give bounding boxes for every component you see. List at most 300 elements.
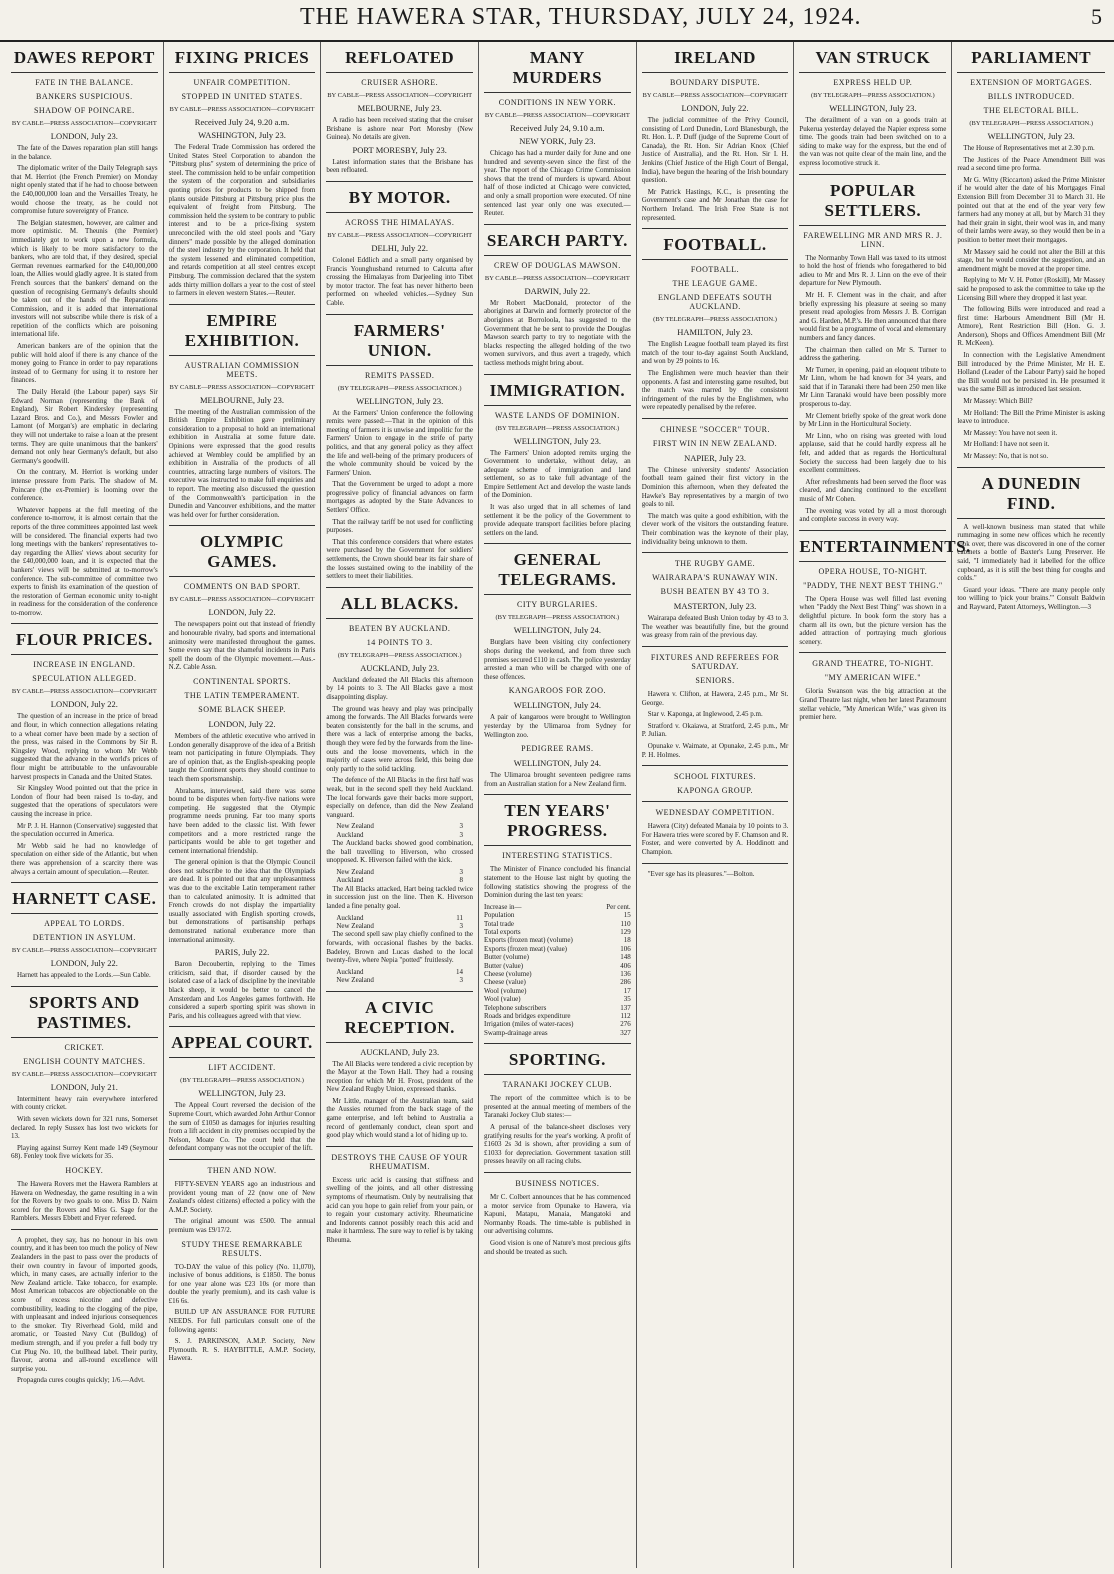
score-team: New Zealand	[336, 867, 374, 876]
article-subheading: GRAND THEATRE, TO-NIGHT.	[812, 659, 934, 669]
article-subheading: FATE IN THE BALANCE.	[35, 78, 134, 87]
table-row	[484, 1020, 631, 1028]
article-paragraph: Stratford v. Okaiawa, at Stratford, 2.45 p.m., Mr P. Julian.	[641, 721, 789, 739]
article-headline: FOOTBALL.	[642, 235, 789, 260]
article-subheading: WAIRARAPA'S RUNAWAY WIN.	[652, 573, 778, 583]
article-paragraph: Sir Kingsley Wood pointed out that the price in London of flour had been raised 1s to-day, and suggested that the operations of speculators were causing the increase in price.	[11, 784, 158, 818]
article-dateline: WELLINGTON, July 23.	[829, 103, 917, 113]
table-row	[484, 928, 631, 936]
article-paragraph: At the Farmers' Union conference the following remits were passed:—That in the opinion of this meeting of farmers it is unwise and impolitic for the Farmers' Union to engage in the strife of party politics, and that any general policy as they affect the life and well-being of the primary producers of the whole community should be voiced by the Farmers' Union.	[326, 408, 474, 477]
article-byline: BY CABLE—PRESS ASSOCIATION—COPYRIGHT	[327, 92, 473, 99]
article-subheading: FIXTURES AND REFEREES FOR SATURDAY.	[650, 653, 780, 671]
score-team: New Zealand	[336, 921, 374, 930]
table-cell-value: 112	[620, 1012, 631, 1021]
table-cell-value: 137	[620, 1003, 631, 1012]
article-headline: REFLOATED	[326, 48, 473, 73]
article-paragraph: Mr Massey: You have not seen it.	[963, 428, 1058, 437]
article-headline: FARMERS' UNION.	[326, 321, 473, 366]
article-subheading: "PADDY, THE NEXT BEST THING."	[803, 580, 943, 590]
article-paragraph: The question of an increase in the price of bread and flour, in which connection allegations relating to a wheat corner have been made by a section of the press, was raised in the Commons by Sir R. Kingsley Wood, replying to whom Mr Webb suggested that the advance in the world's prices of flour might be attributable to the unfavourable harvest prospects in Canada and the United States.	[11, 712, 158, 781]
article-paragraph: Mr Clement briefly spoke of the great work done by Mr Linn in the Horticultural Society.	[799, 411, 947, 429]
article-paragraph: The Appeal Court reversed the decision of the Supreme Court, which awarded John Arthur Connor the sum of £1050 as damages for injuries resulting from a lift accident in city premises occupied by the Nelson, Moate Co. The court held that the defendant company was not the occupier of the lift.	[168, 1101, 316, 1153]
column-rule	[11, 882, 158, 883]
article-subheading: FAREWELLING MR AND MRS R. J. LINN.	[803, 230, 943, 249]
article-paragraph: Mr G. Witty (Riccarton) asked the Prime Minister if he would alter the date of his Mortgages Final Extension Bill from December 31 to March 31. He pointed out that at the end of the year very few farmers had any money at all, but by March 31 they had their grain in sight, their wool was in, and many of their lambs were away, so they would then be in a position to better meet their mortgages.	[957, 175, 1106, 244]
article-subheading: TARANAKI JOCKEY CLUB.	[502, 1080, 613, 1090]
article-paragraph: Hawera (City) defeated Manaia by 10 points to 3. For Hawera tries were scored by F. Chamson and R. Foster, and were converted by A. Hoddinott and Champion.	[641, 822, 789, 856]
statistics-table	[484, 903, 631, 1038]
article-dateline: LONDON, July 22.	[681, 103, 749, 113]
article-paragraph: The report of the committee which is to be presented at the annual meeting of members of the Taranaki Jockey Club states:—	[484, 1094, 631, 1120]
article-paragraph: A perusal of the balance-sheet discloses very gratifying results for the year's working. A profit of £1603 2s 3d is shown, after providing a sum of £1033 for depreciation. Government taxation still presses heavily on all racing clubs.	[484, 1123, 631, 1166]
column-rule	[169, 1026, 316, 1027]
article-subheading: UNFAIR COMPETITION.	[193, 78, 291, 87]
article-subheading: 14 POINTS TO 3.	[366, 637, 433, 647]
article-subheading: BILLS INTRODUCED.	[987, 92, 1075, 101]
table-cell-item: Wool (value)	[484, 995, 521, 1004]
table-cell-value: 110	[620, 919, 631, 928]
article-dateline: WELLINGTON, July 24.	[513, 625, 601, 636]
column-rule	[326, 1146, 473, 1147]
article-paragraph: Latest information states that the Brisbane has been refloated.	[326, 157, 474, 175]
column-rule	[642, 646, 789, 647]
article-paragraph: Gloria Swanson was the big attraction at the Grand Theatre last night, when her latest Paramount stellar vehicle, "My American Wife," was given its premier here.	[799, 687, 947, 722]
article-paragraph: The Federal Trade Commission has ordered the United States Steel Corporation to abandon the "Pittsburg plus" system of determining the price of steel. The commission held to be unfair competition the system of the corporation and subsidiaries quoting prices for products to be shipped from plants outside Pittsburg at Pittsburg price plus the equivalent of freight from Pittsburg. The commission held the system to be contrary to public interest and to be a price-fixing system unreconciled with the old steel pools and "Gary dinners" made possible by the alleged domination of the steel industry by the corporation. It held that the system lessened and eliminated competition, and retards competition at all steel centres except Pittsburg. The commission declared that the system adds thirty million dollars a year to the cost of steel to farmers in eleven western States.—Reuter.	[168, 143, 316, 298]
article-subheading: BUSH BEATEN BY 43 TO 3.	[660, 587, 770, 597]
article-dateline: DELHI, July 22.	[371, 242, 429, 253]
article-subheading: STUDY THESE REMARKABLE RESULTS.	[181, 1239, 303, 1258]
newspaper-columns	[6, 42, 1110, 1568]
article-headline: EMPIRE EXHIBITION.	[169, 311, 316, 356]
article-dateline: MELBOURNE, July 23.	[199, 394, 285, 405]
article-dateline: LONDON, July 22.	[208, 718, 276, 729]
article-paragraph: A radio has been received stating that the cruiser Brisbane is ashore near Port Moresby (New Guinea). No details are given.	[326, 116, 474, 142]
score-points: 3	[459, 867, 464, 876]
article-subheading: SHADOW OF POINCARE.	[33, 106, 135, 115]
column-rule	[11, 986, 158, 987]
article-subheading: WASTE LANDS OF DOMINION.	[494, 410, 620, 420]
article-subheading: SCHOOL FIXTURES.	[674, 772, 756, 782]
column-rule	[11, 623, 158, 624]
column-rule	[642, 863, 789, 864]
article-subheading: "MY AMERICAN WIFE."	[824, 673, 921, 683]
article-paragraph: Members of the athletic executive who arrived in London generally disapprove of the idea of a British team not participating in future Olympiads. They are of opinion that, as the English-speaking people taught the Continent sports they should continue to teach them sportsmanship.	[168, 731, 316, 783]
table-cell-value: 286	[620, 978, 631, 987]
table-row	[484, 1004, 631, 1012]
article-paragraph: Guard your ideas. "There are many people only too willing to 'pick your brains.'" Consult Baldwin and Rayward, Patent Attorneys, Wellington.—3	[957, 585, 1106, 611]
article-subheading: THE RUGBY GAME.	[674, 559, 756, 569]
article-paragraph: Mr C. Colbert announces that he has commenced a motor service from Opunake to Hawera, via Kapuni, Matapu, Manaia, Mangatoki and Normanby Roads. The time-table is published in our advertising columns.	[484, 1193, 631, 1236]
table-row	[484, 953, 631, 961]
article-headline: DAWES REPORT	[11, 48, 158, 73]
column-rule	[484, 1043, 631, 1044]
article-headline: GENERAL TELEGRAMS.	[484, 550, 631, 595]
article-dateline: AUCKLAND, July 23.	[360, 662, 440, 673]
article-subheading: CONDITIONS IN NEW YORK.	[498, 98, 616, 107]
table-cell-item: Telephone subscribers	[484, 1003, 547, 1012]
column-rule	[642, 418, 789, 419]
article-paragraph: In connection with the Legislative Amendment Bill introduced by the Prime Minister, Mr H. E. Holland (Leader of the Labour Party) said he hoped the Bill would not be persisted in. He presumed it was the same Bill as introduced last session.	[957, 351, 1106, 394]
article-paragraph: Intermittent heavy rain everywhere interfered with county cricket.	[11, 1094, 158, 1112]
article-subheading: CREW OF DOUGLAS MAWSON.	[493, 260, 621, 270]
article-headline: ENTERTAINMENTS.	[799, 537, 946, 562]
article-paragraph: The Auckland backs showed good combination, the ball travelling to Hiverson, who crossed unopposed. K. Hiverson failed with the kick.	[326, 839, 474, 865]
score-line	[326, 822, 473, 830]
column-rule	[484, 794, 631, 795]
article-dateline: WELLINGTON, July 24.	[513, 758, 601, 769]
article-dateline: NAPIER, July 23.	[684, 452, 746, 463]
article-paragraph: Mr Turner, in opening, paid an eloquent tribute to Mr Linn, whom he had known for 34 years, and said that if in Taranaki there had been 250 men like Mr Linn Taranaki would have been possibly more prosperous to-day.	[799, 365, 947, 409]
article-paragraph: The ground was heavy and play was principally among the forwards. The All Blacks forwards were beaten consistently for the ball in the scrums, and there was a lack of enterprise among the backs, though they were fed by the forwards from the line-outs and the loose movements, which in the majority of cases were across field, this being due only partly to the solid tackling.	[326, 704, 474, 773]
article-byline: (BY TELEGRAPH—PRESS ASSOCIATION.)	[653, 316, 777, 324]
table-cell-value: 129	[620, 927, 631, 936]
article-paragraph: The defence of the All Blacks in the first half was weak, but in the second spell they held Auckland. The local forwards gave their backs more support, especially on defence, than did the New Zealand vanguard.	[326, 776, 474, 819]
article-dateline: WELLINGTON, July 23.	[987, 131, 1075, 141]
article-dateline: LONDON, July 22.	[208, 607, 276, 618]
table-row	[484, 936, 631, 944]
column-4	[479, 42, 637, 1568]
article-headline: TEN YEARS' PROGRESS.	[484, 801, 631, 846]
article-dateline: WELLINGTON, July 23.	[356, 395, 444, 406]
article-dateline: WELLINGTON, July 23.	[198, 1088, 286, 1099]
column-3	[321, 42, 479, 1568]
article-subheading: THEN AND NOW.	[207, 1165, 277, 1175]
article-paragraph: The Ulimaroa brought seventeen pedigree rams from an Australian station for a New Zealand firm.	[484, 771, 631, 788]
article-headline: VAN STRUCK	[799, 48, 946, 73]
article-paragraph: On the contrary, M. Herriot is working under intense pressure from Paris. The shadow of M. Poincare (the ex-Premier) is looming over the conference.	[11, 468, 158, 503]
article-byline: (BY TELEGRAPH—PRESS ASSOCIATION.)	[495, 614, 620, 622]
article-paragraph: Mr Massey: No, that is not so.	[963, 452, 1049, 460]
article-paragraph: Mr Little, manager of the Australian team, said the Aussies returned from the back stage of the game enterprise, and left behind to Australia a record of gentlemanly conduct, clean sport and good play which would stand a lot of hiding up to.	[326, 1096, 474, 1140]
article-byline: BY CABLE—PRESS ASSOCIATION—COPYRIGHT	[484, 112, 630, 119]
article-paragraph: A well-known business man stated that while rummaging in some new offices which he recently took over, there was discovered in one of the corner cabinets a bottle of Baxter's Lung Preserver. He said, "I immediately had it labelled for the office cupboard, as it is still the best thing for coughs and colds."	[957, 522, 1106, 583]
article-paragraph: Burglars have been visiting city confectionery shops during the weekend, and from three such premises secured £110 in cash. The police yesterday arrested a man who will be charged with one of these offences.	[484, 638, 631, 681]
article-subheading: CITY BURGLARIES.	[517, 600, 598, 610]
table-row	[484, 995, 631, 1003]
article-paragraph: The fate of the Dawes reparation plan still hangs in the balance.	[11, 144, 158, 161]
article-paragraph: Mr P. J. H. Hannon (Conservative) suggested that the speculation occurred in America.	[11, 821, 158, 839]
column-rule	[326, 991, 473, 992]
article-paragraph: Auckland defeated the All Blacks this afternoon by 14 points to 3. The All Blacks gave a most disappointing display.	[326, 675, 474, 701]
article-paragraph: The judicial committee of the Privy Council, consisting of Lord Dunedin, Lord Blanesburgh, the Rt. Hon. L. P. Duff (judge of the Supreme Court of Canada), the Rt. Hon. Sir Adrian Knox (Chief Justice of Australia), and the Rt. Hon. Sir I. H. Jenkins (Chief Justice of the High Court of Bengal, India), have begun the hearing of the Irish boundary question.	[641, 116, 789, 185]
article-subheading: CRUISER ASHORE.	[361, 78, 439, 87]
table-cell-value: 327	[620, 1028, 631, 1037]
article-paragraph: Baron Decoubertin, replying to the Times criticism, said that, if disorder caused by the isolated case of a lack of discipline by the inevitable black sheep, it would be better to cancel the Amsterdam and Los Angeles games forthwith. He considered a superb sporting spirit was shown in Paris, and his colleagues agreed with that view.	[168, 960, 316, 1020]
table-header-row	[484, 903, 631, 911]
column-rule	[799, 652, 946, 653]
score-points: 3	[459, 976, 464, 985]
article-dateline: WELLINGTON, July 23.	[513, 435, 601, 446]
article-subheading: INCREASE IN ENGLAND.	[33, 660, 136, 670]
score-line	[326, 922, 473, 930]
article-paragraph: FIFTY-SEVEN YEARS ago an industrious and provident young man of 22 (now one of New Zealand's oldest citizens) effected a policy with the A.M.P. Society.	[168, 1179, 316, 1214]
table-row	[484, 970, 631, 978]
article-paragraph: The Opera House was well filled last evening when "Paddy the Next Best Thing" was shown in a delightful picture. In book form the story has a charm all its own, but the picture version has the added attraction of portraying much glorious scenery.	[799, 594, 947, 646]
article-subheading: DESTROYS THE CAUSE OF YOUR RHEUMATISM.	[331, 1152, 468, 1171]
article-paragraph: Excess uric acid is causing that stiffness and swelling of the joints, and all other distressing symptoms of rheumatism. Only by neutralising that acid can you hope to gain relief from your pain, or to regain your customary activity. Rheumaticine and Indorents cannot possibly reach this acid and make it harmless. The sure way to relief is by taking Rheuma.	[326, 1175, 474, 1244]
table-cell-item: Butter (value)	[484, 961, 524, 970]
article-paragraph: The Minister of Finance concluded his financial statement to the House last night by quoting the following statistics showing the progress of the Dominion during the last ten years:	[484, 865, 631, 900]
article-dateline: Received July 24, 9.10 a.m.	[510, 123, 605, 133]
article-subheading: INTERESTING STATISTICS.	[502, 851, 613, 861]
article-subheading: ACROSS THE HIMALAYAS.	[344, 217, 455, 227]
table-cell-item: Cheese (value)	[484, 978, 526, 987]
table-row	[484, 978, 631, 986]
table-row	[484, 920, 631, 928]
article-subheading: OPERA HOUSE, TO-NIGHT.	[818, 566, 928, 576]
article-byline: (BY TELEGRAPH—PRESS ASSOCIATION.)	[337, 651, 462, 659]
table-cell-value: 406	[620, 961, 631, 970]
score-team: Auckland	[336, 913, 364, 922]
article-subheading: WEDNESDAY COMPETITION.	[655, 808, 775, 818]
article-subheading: SPECULATION ALLEGED.	[32, 674, 137, 684]
article-headline: OLYMPIC GAMES.	[169, 532, 316, 577]
article-subheading: KANGAROOS FOR ZOO.	[508, 686, 606, 696]
column-rule	[642, 228, 789, 229]
article-paragraph: The chairman then called on Mr S. Turner to address the gathering.	[799, 345, 947, 363]
article-dateline: Received July 24, 9.20 a.m.	[194, 117, 290, 127]
article-paragraph: The Englishmen were much heavier than their opponents. A fast and interesting game resulted, but the match was marred by the consistent infringement of the rules by the Englishmen, who were repeatedly penalised by the referee.	[641, 368, 789, 412]
article-paragraph: The second spell saw play chiefly confined to the forwards, with occasional flashes by the backs. Badeley, Brown and Lucas dashed to the local twenty-five, where Nepia "potted" fruitlessly.	[326, 930, 474, 965]
article-subheading: DETENTION IN ASYLUM.	[32, 933, 136, 943]
article-subheading: THE LATIN TEMPERAMENT.	[184, 690, 300, 700]
article-subheading: THE LEAGUE GAME.	[672, 279, 758, 289]
article-paragraph: The English League football team played its first match of the tour to-day against South Auckland, and won by 29 points to 16.	[641, 340, 789, 366]
column-rule	[642, 765, 789, 766]
newspaper-title: THE HAWERA STAR, THURSDAY, JULY 24, 1924.	[300, 4, 862, 30]
article-paragraph: The All Blacks attacked, Hart being tackled twice in succession just on the line. Then K. Hiverson landed a fine penalty goal.	[326, 884, 474, 910]
article-paragraph: Star v. Kaponga, at Inglewood, 2.45 p.m.	[647, 710, 763, 719]
article-headline: IRELAND	[642, 48, 789, 73]
article-paragraph: That the railway tariff be not used for conflicting purposes.	[326, 517, 474, 535]
article-paragraph: S. J. PARKINSON, A.M.P. Society, New Plymouth. R. S. HAYBITTLE, A.M.P. Society, Hawera.	[168, 1337, 316, 1363]
article-headline: HARNETT CASE.	[11, 889, 158, 914]
article-headline: BY MOTOR.	[326, 188, 473, 213]
table-row	[484, 911, 631, 919]
article-paragraph: The meeting of the Australian commission of the British Empire Exhibition gave preliminary consideration to a proposal to hold an international exhibition in Australia at some future date. Opinions were expressed that the good results achieved at Wembley could be amplified by an exhibition in Australia of the products of all countries, attracting large numbers of visitors. The executive was instructed to make full enquiries and to report. The meeting also discussed the question of the Commonwealth's participation in the Dunedin and Vancouver exhibitions, and the matter was held over for further consideration.	[168, 407, 316, 519]
article-headline: FLOUR PRICES.	[11, 630, 158, 655]
article-paragraph: Mr Holland: The Bill the Prime Minister is asking leave to introduce.	[957, 408, 1106, 426]
article-paragraph: Chicago has had a murder daily for June and one hundred and seventy-seven since the first of the year. The report of the Chicago Crime Commission shows that the trend of murders is upward. About half of those indicted at Chicago were convicted, and only a small proportion were executed. Of nine sentenced last year only one was executed.—Reuter.	[484, 149, 631, 218]
article-paragraph: The evening was voted by all a most thorough and complete success in every way.	[799, 506, 947, 524]
article-paragraph: Replying to Mr V. H. Potter (Roskill), Mr Massey said he proposed to ask the committee to take up the Licensing Bill where they dropped it last year.	[957, 276, 1106, 302]
article-paragraph: Mr Robert MacDonald, protector of the aborigines at Darwin and formerly protector of the aborigines at Borroloola, has suggested to the Government that he be sent to provide the Douglas Mawson search party to try to negotiate with the blacks respecting the alleged holding of the two women survivors, and thus avert a tragedy, which tactless methods might bring about.	[484, 298, 631, 367]
article-paragraph: The following Bills were introduced and read a first time: Harbours Amendment Bill (Mr H. Atmore), Rent Restriction Bill (Hon. G. J. Anderson), Shops and Offices Amendment Bill (Mr R. McKeen).	[957, 305, 1106, 348]
article-subheading: SOME BLACK SHEEP.	[198, 704, 286, 714]
article-headline: ALL BLACKS.	[326, 594, 473, 619]
table-cell-item: Cheese (volume)	[484, 970, 532, 978]
article-subheading: EXTENSION OF MORTGAGES.	[970, 78, 1093, 87]
column-rule	[169, 304, 316, 305]
article-byline: BY CABLE—PRESS ASSOCIATION—COPYRIGHT	[327, 231, 473, 239]
article-byline: BY CABLE—PRESS ASSOCIATION—COPYRIGHT	[169, 106, 315, 113]
article-headline: SPORTS AND PASTIMES.	[11, 993, 158, 1038]
table-cell-item: Wool (volume)	[484, 986, 527, 995]
article-paragraph: Mr Webb said he had no knowledge of speculation on either side of the Atlantic, but when there was apprehension of a scarcity there was always a certain amount of speculation.—Reuter.	[11, 841, 158, 876]
article-byline: BY CABLE—PRESS ASSOCIATION—COPYRIGHT	[484, 274, 630, 282]
table-cell-value: 148	[620, 953, 631, 962]
article-paragraph: The match was quite a good exhibition, with the clever work of the visitors the outstanding feature. Their combination was the keynote of their play, individuality being unknown to them.	[641, 511, 789, 546]
column-6	[794, 42, 971, 1568]
article-dateline: AUCKLAND, July 23.	[360, 1046, 440, 1057]
article-byline: BY CABLE—PRESS ASSOCIATION—COPYRIGHT	[11, 1070, 157, 1078]
table-cell-item: Irrigation (miles of water-races)	[484, 1020, 574, 1029]
article-paragraph: American bankers are of the opinion that the public will hold aloof if there is any chance of the money going to France in order to pay reparations instead of to Germany for using it to restore her finances.	[11, 342, 158, 385]
article-paragraph: Wairarapa defeated Bush Union today by 43 to 3. The weather was beautifully fine, but the ground was greasy from rain of the previous day.	[641, 614, 789, 640]
article-subheading: BOUNDARY DISPUTE.	[670, 78, 761, 87]
article-headline: SPORTING.	[484, 1050, 631, 1075]
table-cell-value: 18	[623, 936, 631, 945]
article-paragraph: Mr Patrick Hastings, K.C., is presenting the Government's case and Mr Jonathan the case for Northern Ireland. The Irish Free State is not represented.	[641, 187, 789, 222]
article-dateline: WASHINGTON, July 23.	[198, 130, 286, 140]
table-cell-value: 17	[623, 986, 631, 995]
score-line	[326, 968, 473, 976]
article-subheading: COMMENTS ON BAD SPORT.	[183, 582, 301, 592]
article-subheading: CRICKET.	[64, 1042, 105, 1052]
article-paragraph: Whatever happens at the full meeting of the conference to-morrow, it is almost certain that the reports of the three committees appointed last week will be considered. The financial experts had two long meetings with the bankers' representatives to-day regarding the Allies' views about security for the £40,000,000 loan, and it is expected that the bankers' views will be submitted at to-morrow's conference. The sub-committee of committee two experts to finish its examination of the question of the restoration of German economic unity to-night in readiness for the consideration of the conference to-morrow.	[11, 505, 158, 617]
article-headline: POPULAR SETTLERS.	[799, 181, 946, 226]
article-subheading: CONTINENTAL SPORTS.	[193, 676, 291, 686]
score-points: 3	[459, 830, 464, 839]
article-paragraph: That the Government be urged to adopt a more progressive policy of financial advances on farm mortgages as adopted by the State Advances to Settlers' Office.	[326, 480, 474, 515]
article-dateline: LONDON, July 21.	[50, 1081, 118, 1092]
table-row	[484, 1012, 631, 1020]
article-paragraph: The general opinion is that the Olympic Council does not subscribe to the idea that the Olympiads are dead. It is pointed out that any unpleasantness was due to the excitable Latin temperament rather than to calculated animosity. It is admitted that French crowds do not display the impartiality usually associated with English sporting crowds, but demonstrations of partisanship perhaps demonstrated national exuberance more than international animosity.	[168, 858, 316, 944]
article-paragraph: Colonel Eddlich and a small party organised by Francis Younghusband returned to Calcutta after crossing the Himalayas from Darjeeling into Tibet by motor tractor. The feat has never hitherto been performed on wheeled vehicles.—Sydney Sun Cable.	[326, 255, 474, 307]
article-subheading: BUSINESS NOTICES.	[515, 1179, 600, 1188]
article-byline: (BY TELEGRAPH—PRESS ASSOCIATION.)	[180, 1077, 304, 1085]
column-rule	[799, 174, 946, 175]
article-subheading: LIFT ACCIDENT.	[208, 1063, 276, 1073]
score-team: Auckland	[336, 876, 364, 885]
table-cell-value: 106	[620, 944, 631, 953]
table-cell-item: Exports (frozen meat) (value)	[484, 944, 568, 953]
article-byline: (BY TELEGRAPH—PRESS ASSOCIATION.)	[495, 424, 620, 432]
score-line	[326, 868, 473, 876]
score-line	[326, 914, 473, 922]
article-subheading: THE ELECTORAL BILL.	[983, 106, 1079, 115]
article-paragraph: Mr Holland: I have not seen it.	[963, 440, 1050, 449]
column-rule	[642, 801, 789, 802]
column-2	[164, 42, 322, 1568]
article-paragraph: The Justices of the Peace Amendment Bill was read a second time pro forma.	[957, 155, 1106, 173]
article-byline: (BY TELEGRAPH—PRESS ASSOCIATION.)	[337, 384, 462, 392]
article-subheading: PEDIGREE RAMS.	[521, 744, 594, 754]
article-dateline: PARIS, July 22.	[214, 947, 270, 958]
score-team: New Zealand	[336, 976, 374, 985]
article-byline: (BY TELEGRAPH—PRESS ASSOCIATION.)	[811, 92, 935, 99]
score-points: 3	[459, 822, 464, 831]
article-paragraph: The House of Representatives met at 2.30 p.m.	[963, 144, 1095, 152]
article-paragraph: Harnett has appealed to the Lords.—Sun Cable.	[17, 971, 151, 980]
article-paragraph: Playing against Surrey Kent made 149 (Seymour 68). Fenley took five wickets for 35.	[11, 1143, 158, 1161]
table-row	[484, 962, 631, 970]
article-byline: BY CABLE—PRESS ASSOCIATION—COPYRIGHT	[169, 383, 315, 391]
table-cell-item: Butter (volume)	[484, 953, 529, 962]
article-paragraph: It was also urged that in all schemes of land settlement it be the policy of the Government to provide adequate transport facilities before placing settlers on the land.	[484, 503, 631, 537]
article-paragraph: Abrahams, interviewed, said there was some bound to be disputes when forty-five nations were competing. He suggested that the Olympic programme needs pruning. Far too many sports have been added to the classic list. With fewer competitors and a more restricted range the participants would be able to get together and cement international friendship.	[168, 786, 316, 855]
article-dateline: MASTERTON, July 23.	[673, 601, 757, 612]
article-paragraph: With seven wickets down for 321 runs, Somerset declared. In reply Sussex has lost two wickets for 13.	[11, 1114, 158, 1141]
table-cell-item: Swamp-drainage areas	[484, 1028, 548, 1037]
article-paragraph: The Hawera Rovers met the Hawera Ramblers at Hawera on Wednesday, the game resulting in a win for the Rovers by two goals to one. Miss D. Nairn scored for the Rovers and Miss G. Sage for the Ramblers. Messrs Ebbett and Fryer refereed.	[11, 1179, 158, 1223]
article-paragraph: Mr Massey: Which Bill?	[963, 397, 1033, 406]
article-dateline: PORT MORESBY, July 23.	[352, 144, 447, 155]
article-byline: (BY TELEGRAPH—PRESS ASSOCIATION.)	[969, 120, 1094, 127]
article-paragraph: The Farmers' Union adopted remits urging the Government to undertake, without delay, an adequate scheme of immigration and land settlement, so as to take full advantage of the Empire Settlement Act and develop the waste lands of the Dominion.	[484, 448, 631, 500]
article-subheading: CHINESE "SOCCER" TOUR.	[660, 424, 770, 434]
article-paragraph: Mr Linn, who on rising was greeted with loud applause, said that he could hardly express all he felt, and added that as regards the Horticultural Society the success had been largely due to his excellent committees.	[799, 431, 947, 475]
column-rule	[11, 1229, 158, 1230]
score-points: 8	[459, 876, 464, 885]
article-subheading: BANKERS SUSPICIOUS.	[36, 92, 133, 101]
article-paragraph: The newspapers point out that instead of friendly and honourable rivalry, bad sports and international animosity were manifested throughout the games. Some even say that the shameful incidents in Paris spell the doom of the Olympic movement.—Aus.-N.Z. Cable Assn.	[168, 620, 316, 672]
table-cell-item: Exports (frozen meat) (volume)	[484, 936, 573, 945]
page-number: 5	[1091, 4, 1102, 29]
article-dateline: LONDON, July 23.	[50, 131, 118, 141]
article-paragraph: Hawera v. Clifton, at Hawera, 2.45 p.m., Mr St. George.	[641, 690, 789, 707]
table-header-cell: Increase in—	[484, 902, 522, 911]
article-paragraph: Propagnda cures coughs quickly; 1/6.—Advt.	[17, 1376, 145, 1385]
article-dateline: HAMILTON, July 23.	[677, 327, 753, 338]
article-subheading: ENGLAND DEFEATS SOUTH AUCKLAND.	[657, 293, 773, 312]
table-cell-item: Total exports	[484, 927, 521, 936]
article-paragraph: "Ever sge has its pleasures."—Bolton.	[647, 869, 755, 878]
article-paragraph: Mr Massey said he could not alter the Bill at this stage, but he would consider the suggestion, and an amendment might be moved at the proper time.	[957, 247, 1106, 273]
masthead	[0, 0, 1114, 42]
table-cell-value: 15	[623, 911, 631, 920]
column-rule	[169, 1159, 316, 1160]
article-paragraph: Good vision is one of Nature's most precious gifts and should be treated as such.	[484, 1238, 631, 1256]
score-points: 3	[459, 921, 464, 930]
table-row	[484, 1029, 631, 1037]
column-rule	[169, 525, 316, 526]
article-paragraph: The original amount was £500. The annual premium was £9/17/2.	[168, 1217, 316, 1234]
article-paragraph: The diplomatic writer of the Daily Telegraph says that M. Herriot (the French Premier) on Monday night openly stated that if he had to choose between the £40,000,000 loan and the Versailles Treaty, he would choose the treaty, as he could not compromise future sovereignty of France.	[11, 164, 158, 216]
article-headline: A DUNEDIN FIND.	[957, 474, 1105, 519]
table-cell-value: 136	[620, 970, 631, 978]
article-byline: BY CABLE—PRESS ASSOCIATION—COPYRIGHT	[642, 92, 788, 99]
article-subheading: FOOTBALL.	[690, 265, 740, 275]
article-dateline: NEW YORK, July 23.	[519, 136, 596, 146]
article-paragraph: TO-DAY the value of this policy (No. 11,070), inclusive of bonus additions, is £1850. The bonus for one year alone was £23 10s (or more than double the yearly premium), and its cash value is £16 6s.	[168, 1262, 316, 1305]
article-paragraph: The derailment of a van on a goods train at Pukerua yesterday delayed the Napier express some time. The goods train had been switched on to a siding to make way for the express, but the end of the van was not quite clear of the main line, and the express locomotive struck it.	[799, 116, 947, 167]
article-byline: BY CABLE—PRESS ASSOCIATION—COPYRIGHT	[169, 596, 315, 604]
table-row	[484, 987, 631, 995]
article-headline: SEARCH PARTY.	[484, 231, 631, 256]
table-cell-value: 35	[623, 995, 631, 1004]
article-paragraph: The Chinese university students' Association football team gained their first victory in the Dominion this afternoon, when they defeated the Hawke's Bay representatives by a margin of two goals to nil.	[641, 465, 789, 509]
column-rule	[799, 530, 946, 531]
article-dateline: LONDON, July 22.	[50, 958, 118, 969]
column-rule	[642, 552, 789, 553]
article-subheading: STOPPED IN UNITED STATES.	[181, 92, 303, 101]
article-subheading: SENIORS.	[695, 676, 735, 685]
score-points: 14	[456, 967, 464, 976]
column-rule	[484, 224, 631, 225]
score-team: New Zealand	[336, 822, 374, 831]
table-cell-value: 276	[620, 1020, 631, 1029]
column-rule	[326, 587, 473, 588]
table-cell-item: Total trade	[484, 919, 515, 928]
score-team: Auckland	[336, 967, 364, 976]
article-paragraph: The All Blacks were tendered a civic reception by the Mayor at the Town Hall. They had a rousing reception for which Mr H. Frost, president of the New Zealand Rugby Union, expressed thanks.	[326, 1059, 474, 1094]
article-subheading: BEATEN BY AUCKLAND.	[348, 623, 451, 633]
article-subheading: HOCKEY.	[65, 1165, 104, 1175]
article-paragraph: The Belgian statesmen, however, are calmer and more optimistic. M. Theunis (the Premier) immediately got to work upon a new formula, which is likely to be more satisfactory to the bankers, who are told that, if they desired, special German revenues earmarked for the £40,000,000 loan, the Allies would gladly agree. It is stated from French sources that the bankers' demand on the question of recognising Germany's defaults should be taken out of the hands of the Reparations Commission, and it is added that international investors will not subscribe while there is risk of a repetition of the conflicts which are poisoning international life.	[11, 218, 158, 339]
article-paragraph: A pair of kangaroos were brought to Wellington yesterday by the Ulimaroa from Sydney for Wellington zoo.	[484, 713, 631, 739]
column-rule	[484, 543, 631, 544]
